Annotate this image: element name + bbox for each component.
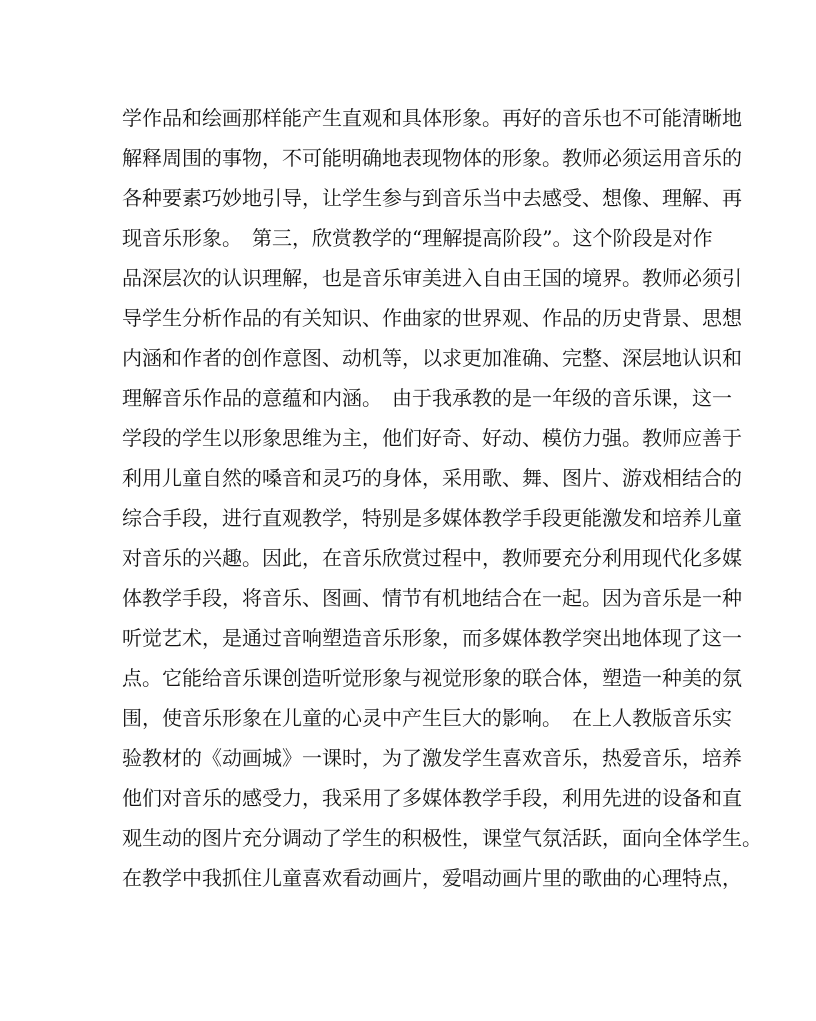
text-line-1: 学作品和绘画那样能产生直观和具体形象。再好的音乐也不可能清晰地 — [122, 106, 742, 130]
text-line-8: 理解音乐作品的意蕴和内涵。 由于我承教的是一年级的音乐课，这一 — [122, 386, 732, 410]
text-line-4: 现音乐形象。 第三，欣赏教学的“理解提高阶段”。这个阶段是对作 — [122, 226, 713, 250]
text-line-20: 在教学中我抓住儿童喜欢看动画片，爱唱动画片里的歌曲的心理特点， — [122, 866, 742, 890]
text-line-9: 学段的学生以形象思维为主，他们好奇、好动、模仿力强。教师应善于 — [122, 426, 742, 450]
text-line-11: 综合手段，进行直观教学，特别是多媒体教学手段更能激发和培养儿童 — [122, 506, 742, 530]
text-line-17: 验教材的《动画城》一课时，为了激发学生喜欢音乐，热爱音乐，培养 — [122, 746, 742, 770]
body-text — [122, 98, 762, 898]
text-line-5: 品深层次的认识理解，也是音乐审美进入自由王国的境界。教师必须引 — [122, 266, 742, 290]
text-line-2: 解释周围的事物，不可能明确地表现物体的形象。教师必须运用音乐的 — [122, 146, 742, 170]
text-line-3: 各种要素巧妙地引导，让学生参与到音乐当中去感受、想像、理解、再 — [122, 186, 742, 210]
text-line-14: 听觉艺术，是通过音响塑造音乐形象，而多媒体教学突出地体现了这一 — [122, 626, 742, 650]
text-line-15: 点。它能给音乐课创造听觉形象与视觉形象的联合体，塑造一种美的氛 — [122, 666, 742, 690]
text-line-13: 体教学手段，将音乐、图画、情节有机地结合在一起。因为音乐是一种 — [122, 586, 742, 610]
text-line-7: 内涵和作者的创作意图、动机等，以求更加准确、完整、深层地认识和 — [122, 346, 742, 370]
text-line-12: 对音乐的兴趣。因此，在音乐欣赏过程中，教师要充分利用现代化多媒 — [122, 546, 742, 570]
text-line-19: 观生动的图片充分调动了学生的积极性，课堂气氛活跃，面向全体学生。 — [122, 826, 762, 850]
text-line-18: 他们对音乐的感受力，我采用了多媒体教学手段，利用先进的设备和直 — [122, 786, 742, 810]
text-line-10: 利用儿童自然的嗓音和灵巧的身体，采用歌、舞、图片、游戏相结合的 — [122, 466, 742, 490]
text-line-16: 围，使音乐形象在儿童的心灵中产生巨大的影响。 在上人教版音乐实 — [122, 706, 732, 730]
text-line-6: 导学生分析作品的有关知识、作曲家的世界观、作品的历史背景、思想 — [122, 306, 742, 330]
